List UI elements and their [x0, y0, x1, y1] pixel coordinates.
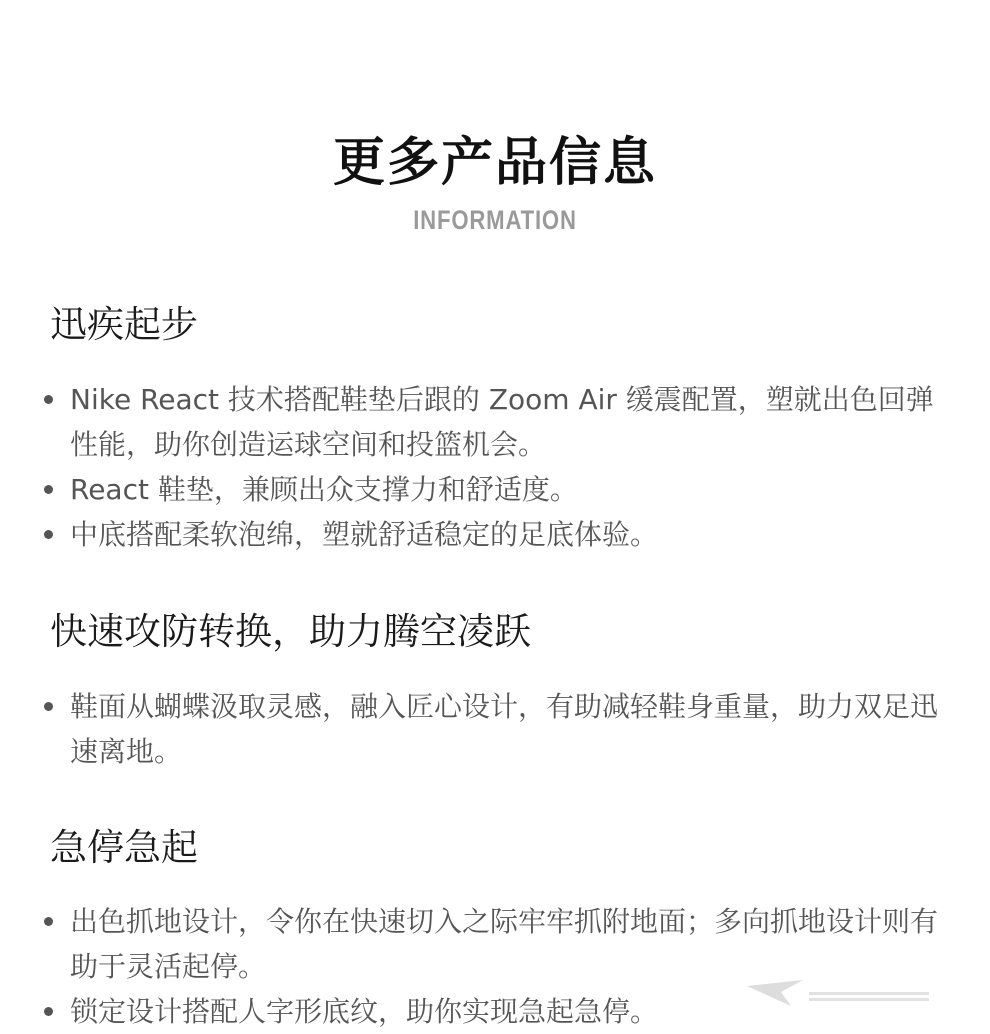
section-transition: [50, 607, 950, 774]
page-title: 更多产品信息: [332, 133, 657, 193]
bullet-icon: [44, 485, 53, 494]
section-quick-start: [50, 300, 950, 557]
bullet-icon: [44, 530, 53, 539]
info-header: [0, 128, 990, 238]
list-item-text: 中底搭配柔软泡绵，塑就舒适稳定的足底体验。: [70, 518, 659, 551]
feature-list: [50, 684, 950, 774]
list-item: [50, 899, 950, 989]
list-item-text: React 鞋垫，兼顾出众支撑力和舒适度。: [70, 473, 578, 506]
section-heading: 快速攻防转换，助力腾空凌跃: [50, 610, 531, 653]
list-item: [50, 684, 950, 774]
list-item: [50, 377, 950, 467]
bullet-icon: [44, 395, 53, 404]
bullet-icon: [44, 917, 53, 926]
list-item-text: 出色抓地设计，令你在快速切入之际牢牢抓附地面；多向抓地设计则有助于灵活起停。: [70, 905, 939, 983]
bullet-icon: [44, 1007, 53, 1016]
list-item: [50, 512, 950, 557]
section-heading: 迅疾起步: [50, 303, 198, 346]
list-item: [50, 467, 950, 512]
list-item-text: 鞋面从蝴蝶汲取灵感，融入匠心设计，有助减轻鞋身重量，助力双足迅速离地。: [70, 690, 939, 768]
bullet-icon: [44, 702, 53, 711]
feature-list: [50, 377, 950, 557]
list-item-text: Nike React 技术搭配鞋垫后跟的 Zoom Air 缓震配置，塑就出色回弹性能，助你创造运球空间和投篮机会。: [70, 383, 934, 461]
section-heading: 急停急起: [50, 826, 198, 869]
watermark-logo-icon: [745, 978, 945, 1008]
list-item-text: 锁定设计搭配人字形底纹，助你实现急起急停。: [70, 995, 659, 1028]
feature-list: [50, 899, 950, 1034]
page-subtitle: INFORMATION: [413, 205, 577, 235]
